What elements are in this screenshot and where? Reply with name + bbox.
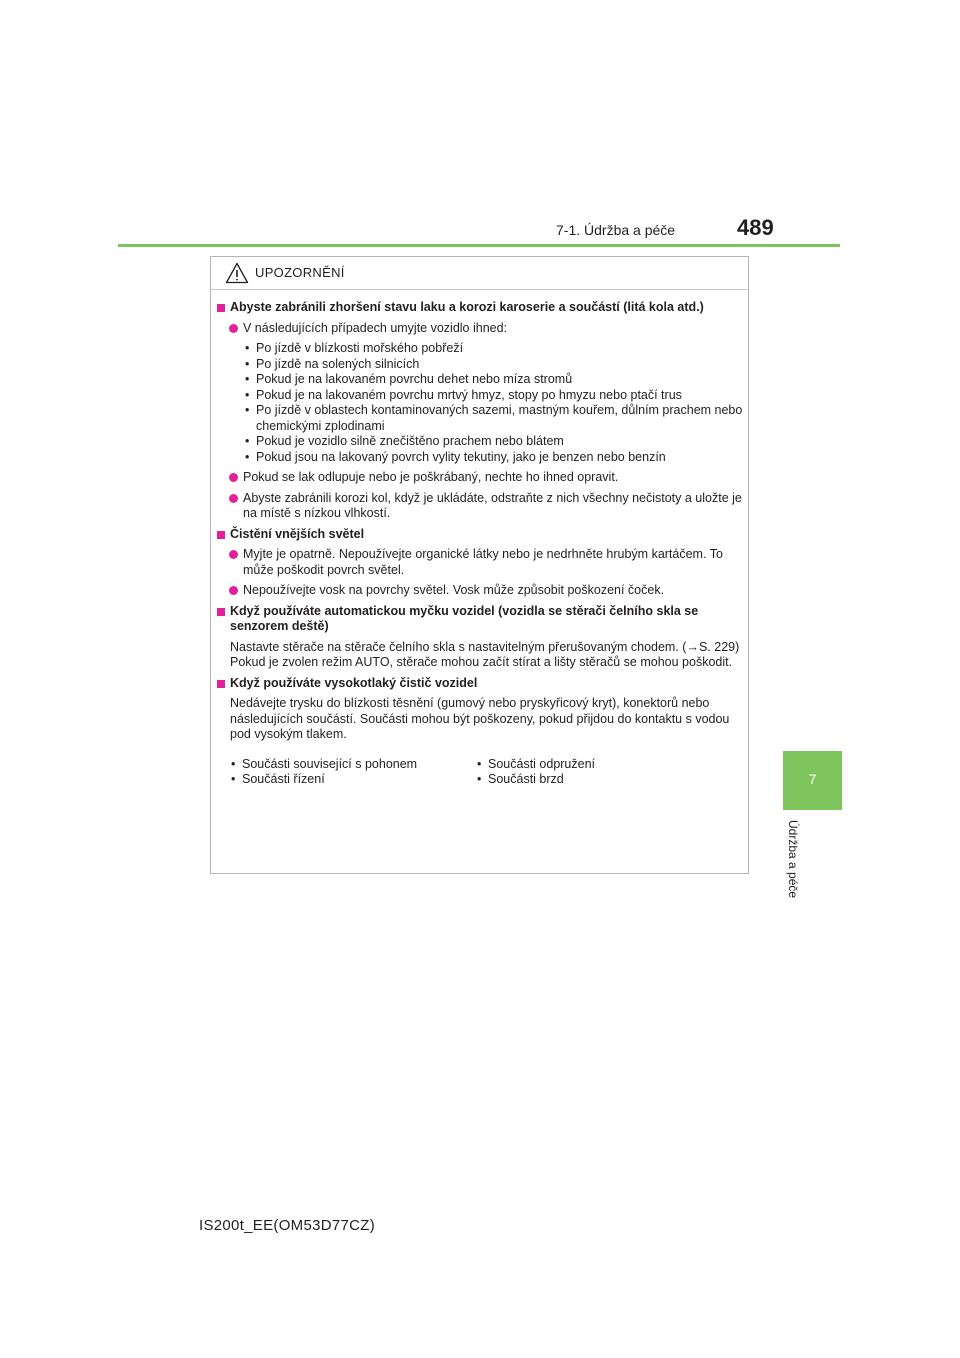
square-bullet-icon xyxy=(217,680,225,688)
list-item xyxy=(216,491,744,522)
header-divider xyxy=(118,244,840,247)
round-bullet-icon xyxy=(229,324,238,333)
warning-title: UPOZORNĚNÍ xyxy=(255,265,345,280)
parts-column-right xyxy=(462,757,708,788)
list-item xyxy=(216,470,744,486)
bullet-item: • Pokud je na lakovaném povrchu mrtvý hmyz, stopy po hmyzu nebo ptačí trus xyxy=(216,388,744,404)
square-bullet-icon xyxy=(217,304,225,312)
square-bullet-icon xyxy=(217,608,225,616)
bullet-list xyxy=(216,341,744,465)
section-heading-text: Čistění vnějších světel xyxy=(230,526,365,541)
list-item-text: Myjte je opatrně. Nepoužívejte organické látky nebo je nedrhněte hrubým kartáčem. To může poškodit povrch světel. xyxy=(243,547,723,577)
bullet-item: • Součásti odpružení xyxy=(462,757,708,773)
bullet-item: • Pokud jsou na lakovaný povrch vylity tekutiny, jako je benzen nebo benzín xyxy=(216,450,744,466)
round-bullet-icon xyxy=(229,473,238,482)
chapter-label-text: Údržba a péče xyxy=(786,820,800,899)
section-heading xyxy=(216,527,744,543)
section-heading-text: Když používáte automatickou myčku vozidel (vozidla se stěrači čelního skla se senzorem deště) xyxy=(230,603,699,633)
bullet-item: • Po jízdě v blízkosti mořského pobřeží xyxy=(216,341,744,357)
section-heading xyxy=(216,604,744,635)
bullet-item: • Po jízdě v oblastech kontaminovaných sazemi, mastným kouřem, důlním prachem nebo chemickými zplodinami xyxy=(216,403,744,434)
bullet-item: • Součásti řízení xyxy=(216,772,462,788)
bullet-item: • Pokud je na lakovaném povrchu dehet nebo míza stromů xyxy=(216,372,744,388)
parts-column-left xyxy=(216,757,462,788)
section-title: 7-1. Údržba a péče xyxy=(556,222,676,238)
round-bullet-icon xyxy=(229,494,238,503)
list-item xyxy=(216,547,744,578)
bullet-item: • Po jízdě na solených silnicích xyxy=(216,357,744,373)
bullet-item: • Součásti související s pohonem xyxy=(216,757,462,773)
section-paragraph: Nedávejte trysku do blízkosti těsnění (gumový nebo pryskyřicový kryt), konektorů nebo následujících součástí. Součásti mohou být poškozeny, pokud přijdou do kontaktu s vodou pod vysokým tlakem. xyxy=(230,696,730,741)
warning-divider xyxy=(211,289,748,290)
list-item-text: Pokud se lak odlupuje nebo je poškrábaný, nechte ho ihned opravit. xyxy=(243,470,619,484)
chapter-label xyxy=(784,820,804,940)
section-heading-text: Abyste zabránili zhoršení stavu laku a korozi karoserie a součástí (litá kola atd.) xyxy=(230,300,704,314)
round-bullet-icon xyxy=(229,586,238,595)
list-item-text: Abyste zabránili korozi kol, když je ukládáte, odstraňte z nich všechny nečistoty a uložte je na místě s nízkou vlhkostí. xyxy=(243,490,742,520)
parts-columns xyxy=(216,757,744,793)
warning-triangle-icon xyxy=(225,262,249,284)
section-paragraph: Nastavte stěrače na stěrače čelního skla s nastavitelným přerušovaným chodem. (→S. 229) Pokud je zvolen režim AUTO, stěrače mohou začít stírat a lišty stěračů se mohou poškodit. xyxy=(230,639,740,669)
bullet-item: • Pokud je vozidlo silně znečištěno prachem nebo blátem xyxy=(216,434,744,450)
square-bullet-icon xyxy=(217,531,225,539)
bullet-item: • Součásti brzd xyxy=(462,772,708,788)
list-item-text: Nepoužívejte vosk na povrchy světel. Vosk může způsobit poškození čoček. xyxy=(243,583,665,597)
section-heading xyxy=(216,676,744,692)
chapter-tab[interactable] xyxy=(783,751,842,810)
section-heading-text: Když používáte vysokotlaký čistič vozidel xyxy=(230,675,478,690)
list-item-text: V následujících případech umyjte vozidlo ihned: xyxy=(243,320,508,335)
list-item xyxy=(216,583,744,599)
warning-content xyxy=(216,300,744,793)
page-number: 489 xyxy=(737,215,774,240)
list-item xyxy=(216,321,744,337)
round-bullet-icon xyxy=(229,550,238,559)
model-code: IS200t_EE(OM53D77CZ) xyxy=(199,1217,376,1234)
section-heading xyxy=(216,300,744,316)
chapter-number: 7 xyxy=(808,771,817,787)
